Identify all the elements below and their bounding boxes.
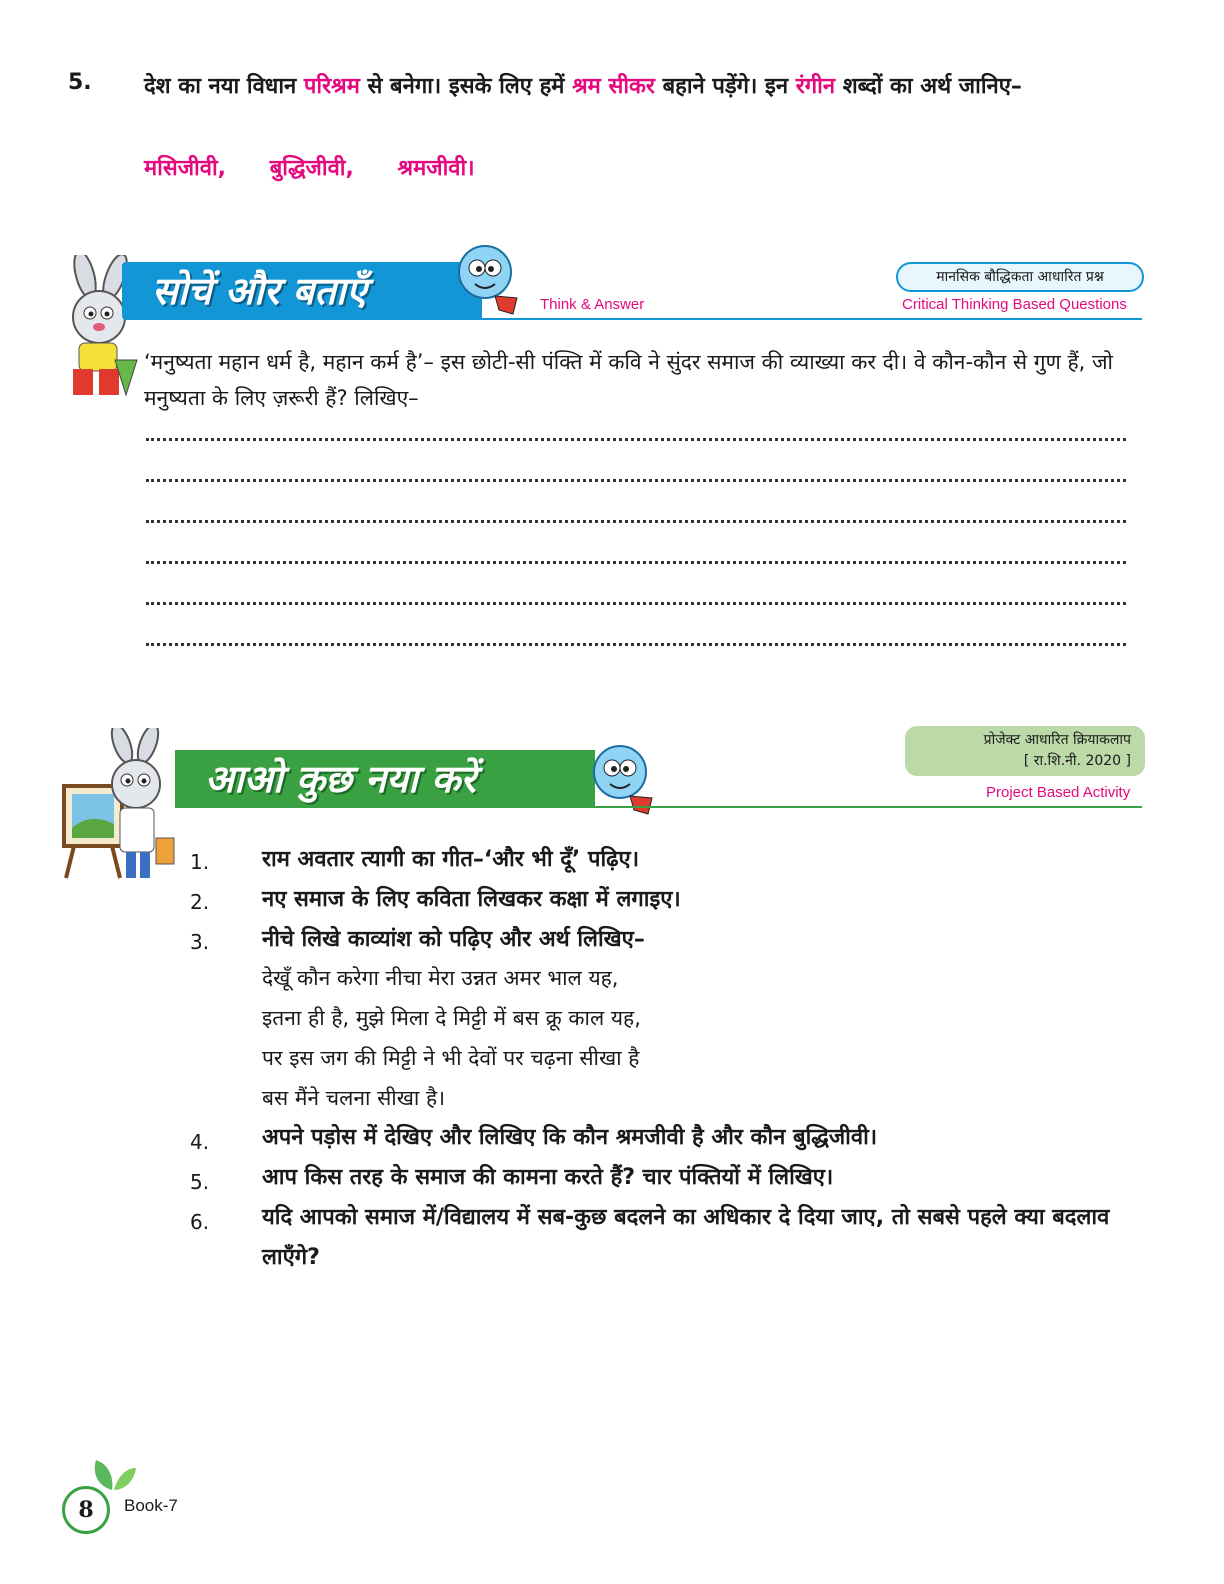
word-item: मसिजीवी, [144,156,227,181]
answer-line[interactable] [146,561,1126,564]
item-number: 3. [190,930,210,954]
word-item: श्रमजीवी। [397,156,475,181]
project-tag-line: प्रोजेक्ट आधारित क्रियाकलाप [983,732,1131,748]
section-rule [595,806,1142,808]
page-number: 8 [62,1486,110,1534]
activity-item: यदि आपको समाज में/विद्यालय में सब-कुछ बदलने का अधिकार दे दिया जाए, तो सबसे पहले क्या बदलाव लाएँगे? [262,1205,1110,1270]
poem-line: बस मैंने चलना सीखा है। [262,1086,446,1110]
answer-line[interactable] [146,479,1126,482]
answer-line[interactable] [146,520,1126,523]
section-rule [482,318,1142,320]
answer-line[interactable] [146,602,1126,605]
bulb-mascot-icon [590,740,660,820]
poem-line: इतना ही है, मुझे मिला दे मिट्टी में बस क्रू काल यह, [262,1006,641,1030]
highlight-word: परिश्रम [303,74,360,99]
answer-line[interactable] [146,643,1126,646]
question-text-part: देश का नया विधान [144,74,304,99]
category-tag: मानसिक बौद्धिकता आधारित प्रश्न [896,262,1144,292]
answer-line[interactable] [146,438,1126,441]
word-item: बुद्धिजीवी, [269,156,354,181]
bunny-painter-icon [60,728,180,888]
leaf-icon [88,1456,138,1492]
activity-item: नए समाज के लिए कविता लिखकर कक्षा में लगाइए। [262,887,681,912]
question-text-part: से बनेगा। इसके लिए हमें [359,74,573,99]
item-number: 5. [190,1170,210,1194]
question-text-part: शब्दों का अर्थ जानिए– [835,74,1022,99]
activity-item: नीचे लिखे काव्यांश को पढ़िए और अर्थ लिखिए– [262,927,645,952]
think-question: ‘मनुष्यता महान धर्म है, महान कर्म है’– इस छोटी-सी पंक्ति में कवि ने सुंदर समाज की व्याख्या कर दी। वे कौन-कौन से गुण हैं, जो मनुष्यता के लिए ज़रूरी हैं? लिखिए– [144,350,1114,410]
question-number: 5. [68,70,92,95]
question-text-part: बहाने पड़ेंगे। इन [654,74,796,99]
poem-line: देखूँ कौन करेगा नीचा मेरा उन्नत अमर भाल यह, [262,966,619,990]
section-title-activity: आओ कुछ नया करें [175,750,595,808]
book-label: Book-7 [124,1496,178,1515]
section-title-think: सोचें और बताएँ [122,262,482,320]
activity-item: राम अवतार त्यागी का गीत–‘और भी दूँ’ पढ़िए। [262,847,640,872]
question-text [144,66,1144,108]
highlight-word: रंगीन [795,74,836,99]
poem-line: पर इस जग की मिट्टी ने भी देवों पर चढ़ना सीखा है [262,1046,640,1070]
category-tag-en: Critical Thinking Based Questions [902,296,1127,313]
word-list [144,152,511,182]
item-number: 6. [190,1210,210,1234]
project-tag [905,726,1145,776]
activity-item: आप किस तरह के समाज की कामना करते हैं? चार पंक्तियों में लिखिए। [262,1165,834,1190]
item-number: 2. [190,890,210,914]
activity-item: अपने पड़ोस में देखिए और लिखिए कि कौन श्रमजीवी है और कौन बुद्धिजीवी। [262,1125,878,1150]
project-tag-en: Project Based Activity [986,784,1131,801]
section-subtitle-en: Think & Answer [540,296,645,313]
item-number: 1. [190,850,210,874]
bulb-mascot-icon [455,240,525,320]
highlight-word: श्रम सीकर [572,74,655,99]
project-tag-line: [ रा.शि.नी. 2020 ] [1023,753,1131,769]
item-number: 4. [190,1130,210,1154]
